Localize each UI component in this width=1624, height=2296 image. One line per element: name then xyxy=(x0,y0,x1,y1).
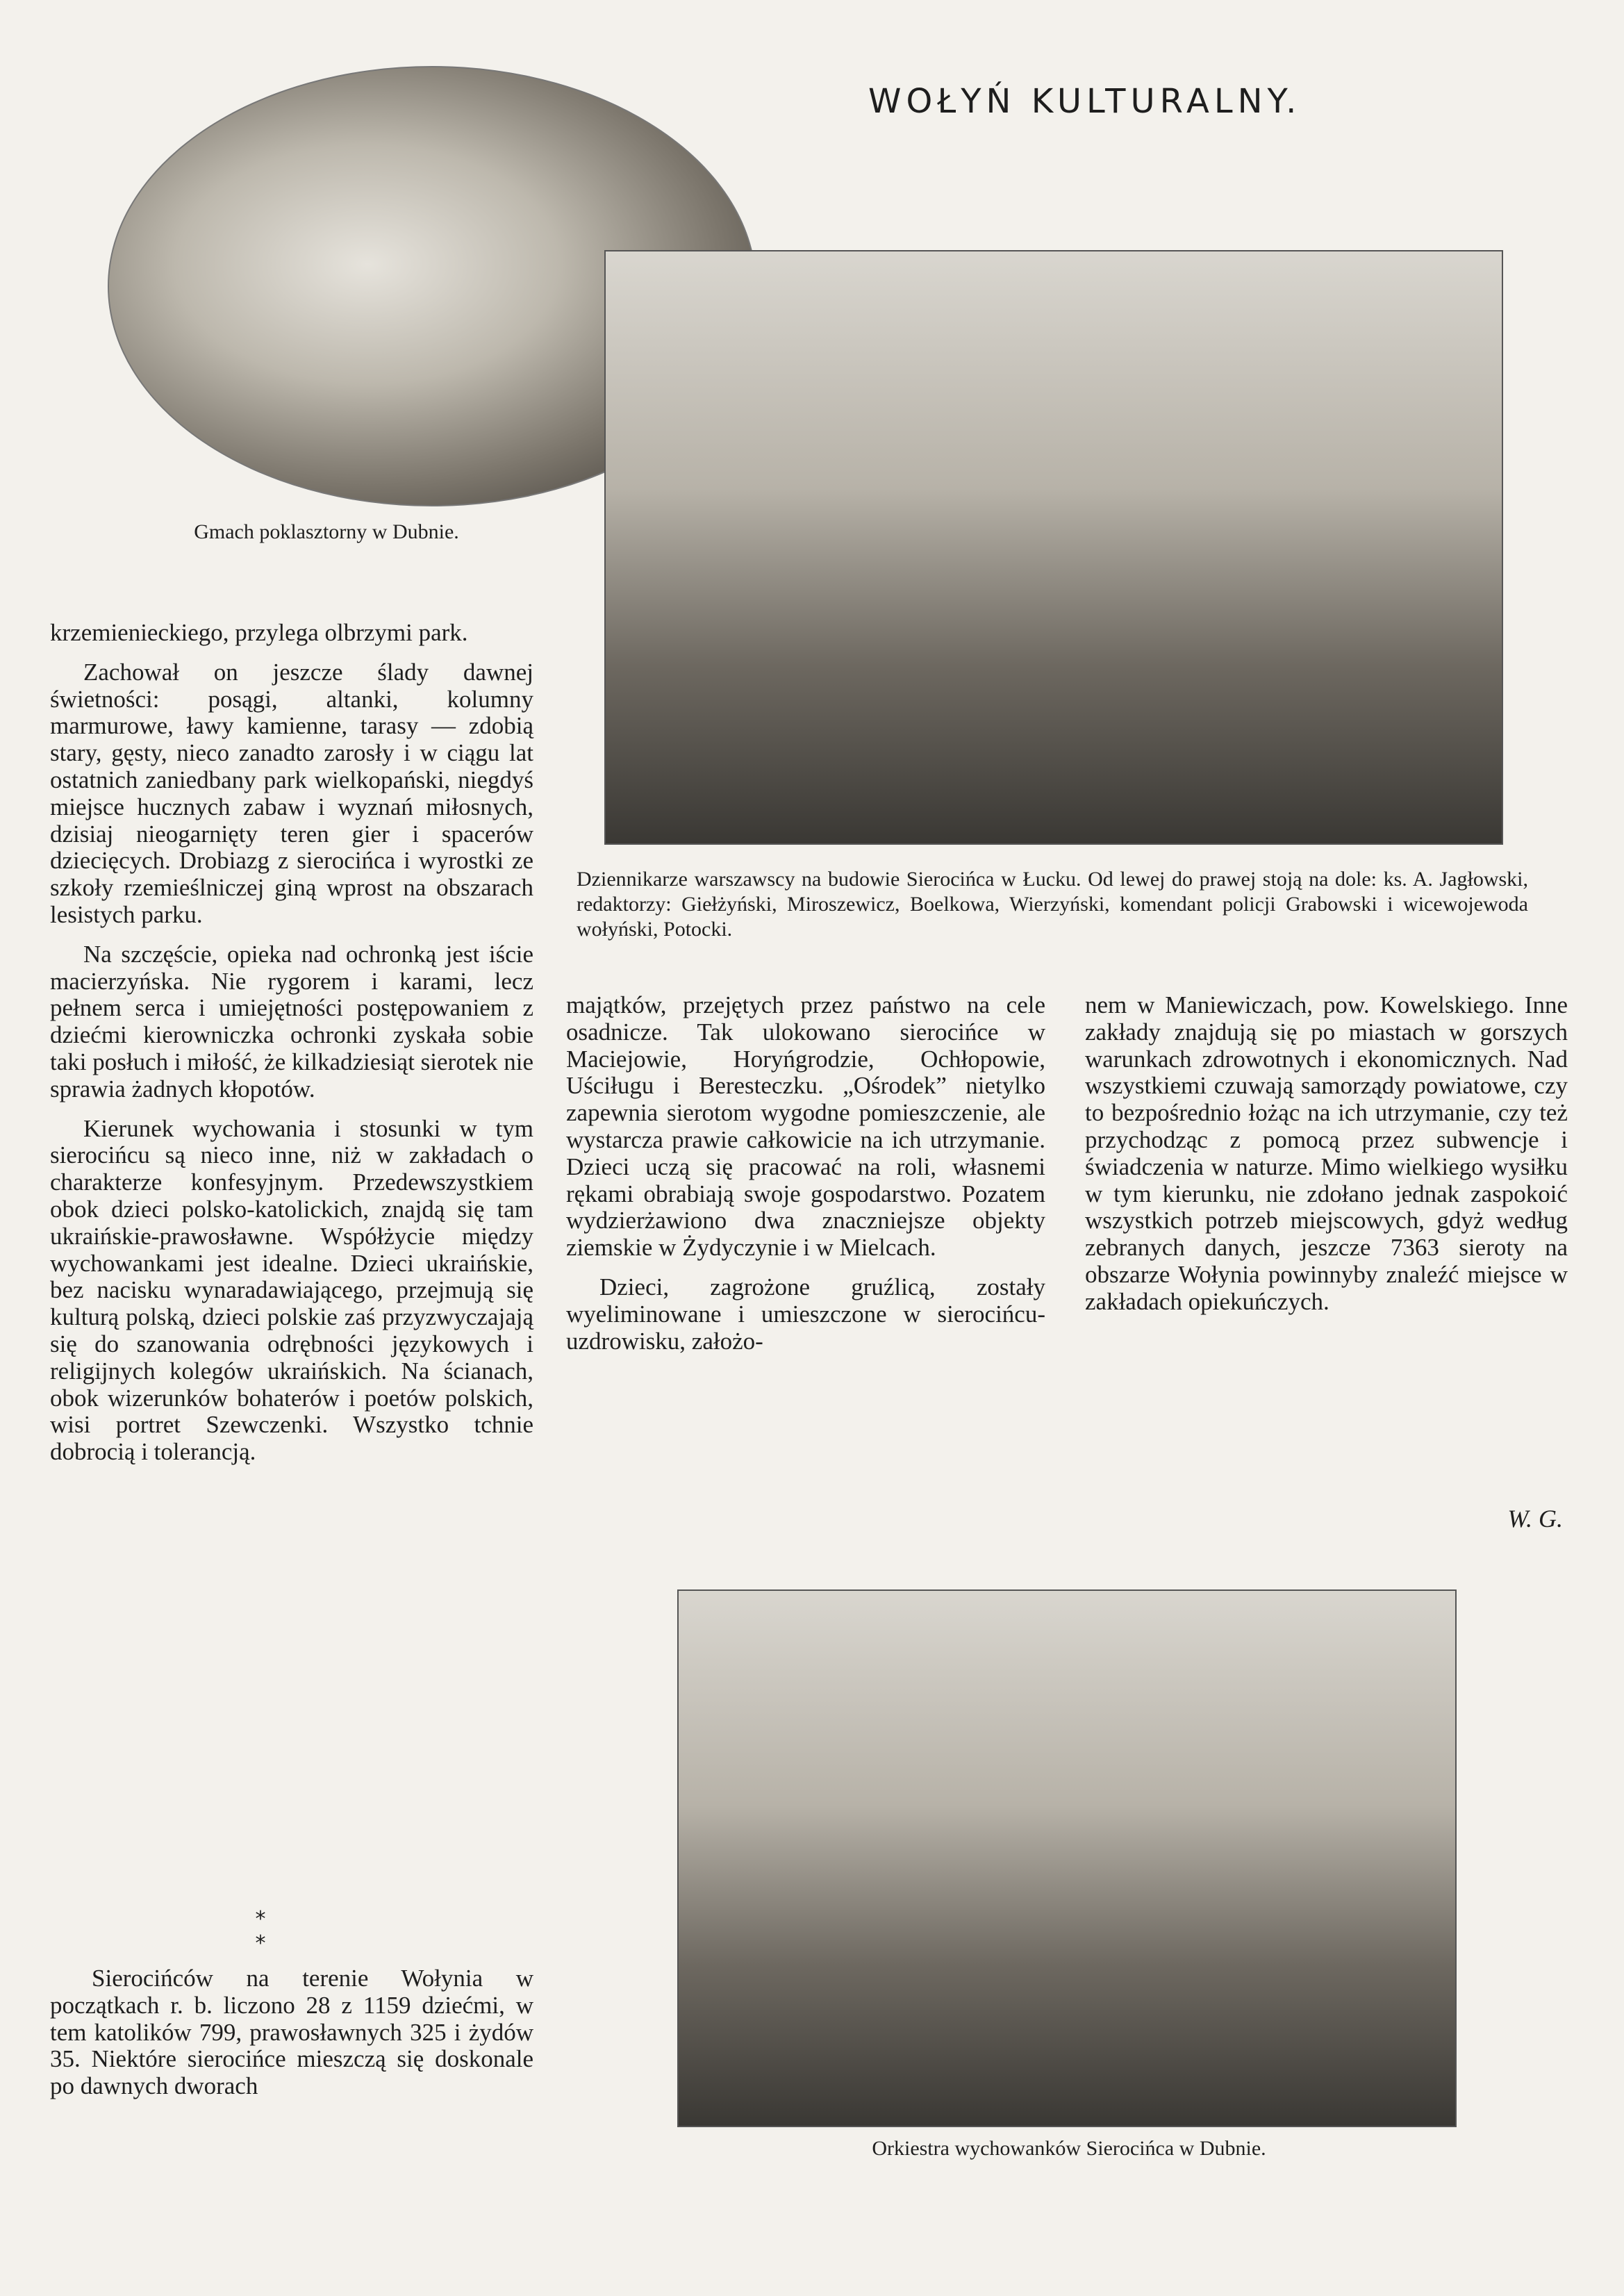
author-signature: W. G. xyxy=(1507,1505,1563,1533)
column-2 xyxy=(566,992,1045,1355)
paragraph: Dzieci, zagrożone gruźlicą, zostały wyeliminowane i umieszczone w sierocińcu-uzdrowisku, założo- xyxy=(566,1273,1045,1355)
column-1-continued xyxy=(50,1965,533,2100)
paragraph: majątków, przejętych przez państwo na cele osadnicze. Tak ulokowano sierocińce w Maciejowie, Horyńgrodzie, Ochłopowie, Uściługu i Beresteczku. „Ośrodek” nietylko zapewnia sierotom wygodne pomieszczenie, ale wystarcza prawie całkowicie na ich utrzymanie. Dzieci uczą się pracować na roli, własnemi rękami obrabiają swoje gospodarstwo. Pozatem wydzierżawiono dwa znaczniejsze objekty ziemskie w Żydyczynie i w Mielcach. xyxy=(566,991,1045,1262)
construction-caption: Dziennikarze warszawscy na budowie Sierocińca w Łucku. Od lewej do prawej stoją na dole: ks. A. Jagłowski, redaktorzy: Giełżyński, Miroszewicz, Boelkowa, Wierzyński, komendant policji Grabowski i wicewojewoda wołyński, Potocki. xyxy=(577,868,1528,941)
paragraph: nem w Maniewiczach, pow. Kowelskiego. Inne zakłady znajdują się po miastach w gorszych warunkach zdrowotnych i ekonomicznych. Nad wszystkiemi czuwają samorządy powiatowe, czy to bezpośrednio łożąc na ich utrzymanie, czy też przychodząc z pomocą przez subwencje i świadczenia w naturze. Mimo wielkiego wysiłku w tym kierunku, nie zdołano jednak zaspokoić wszystkich potrzeb miejscowych, gdyż według zebranych danych, jeszcze 7363 sieroty na obszarze Wołynia powinnyby znaleźć miejsce w zakładach opiekuńczych. xyxy=(1085,991,1568,1315)
orchestra-photo xyxy=(677,1589,1457,2127)
paragraph: Zachował on jeszcze ślady dawnej świetności: posągi, altanki, kolumny marmurowe, ławy kamienne, tarasy — zdobią stary, gęsty, nieco zanadto zarosły i w ciągu lat ostatnich zaniedbany park wielkopański, niegdyś miejsce hucznych zabaw i wyznań miłosnych, dzisiaj nieogarnięty teren gier i spacerów dziecięcych. Drobiazg z sierocińca i wyrostki ze szkoły rzemieślniczej giną wprost na obszarach lesistych parku. xyxy=(50,658,533,928)
paragraph: Kierunek wychowania i stosunki w tym sierocińcu są nieco inne, niż w zakładach o charakterze konfesyjnym. Przedewszystkiem obok dzieci polsko-katolickich, znajdą się tam ukraińskie-prawosławne. Współżycie między wychowankami jest idealne. Dzieci ukraińskie, bez nacisku wynaradawiającego, przejmują się kulturą polską, dzieci polskie zaś przyzwyczajają się do szanowania odrębności językowych i religijnych kolegów ukraińskich. Na ścianach, obok wizerunków bohaterów i poetów polskich, wisi portret Szewczenki. Wszystko tchnie dobrocią i tolerancją. xyxy=(50,1114,533,1466)
paragraph: Na szczęście, opieka nad ochronką jest iście macierzyńska. Nie rygorem i karami, lecz pełnem serca i umiejętności postępowaniem z dziećmi kierowniczka ochronki zyskała sobie taki posłuch i miłość, że kilkadziesiąt sierotek nie sprawia żadnych kłopotów. xyxy=(50,940,533,1102)
orchestra-caption: Orkiestra wychowanków Sierocińca w Dubnie. xyxy=(872,2137,1266,2160)
paragraph: Sierocińców na terenie Wołynia w początkach r. b. liczono 28 z 1159 dziećmi, w tem katolików 799, prawosławnych 325 i żydów 35. Niektóre sierocińce mieszczą się doskonale po dawnych dworach xyxy=(50,1965,533,2100)
page-title: WOŁYŃ KULTURALNY. xyxy=(868,82,1302,121)
section-separator: * * xyxy=(255,1907,329,1956)
column-3 xyxy=(1085,992,1568,1316)
column-1 xyxy=(50,620,533,1466)
paragraph: krzemienieckiego, przylega olbrzymi park. xyxy=(50,619,468,646)
construction-photo xyxy=(604,250,1503,845)
monastery-caption: Gmach poklasztorny w Dubnie. xyxy=(194,520,459,543)
